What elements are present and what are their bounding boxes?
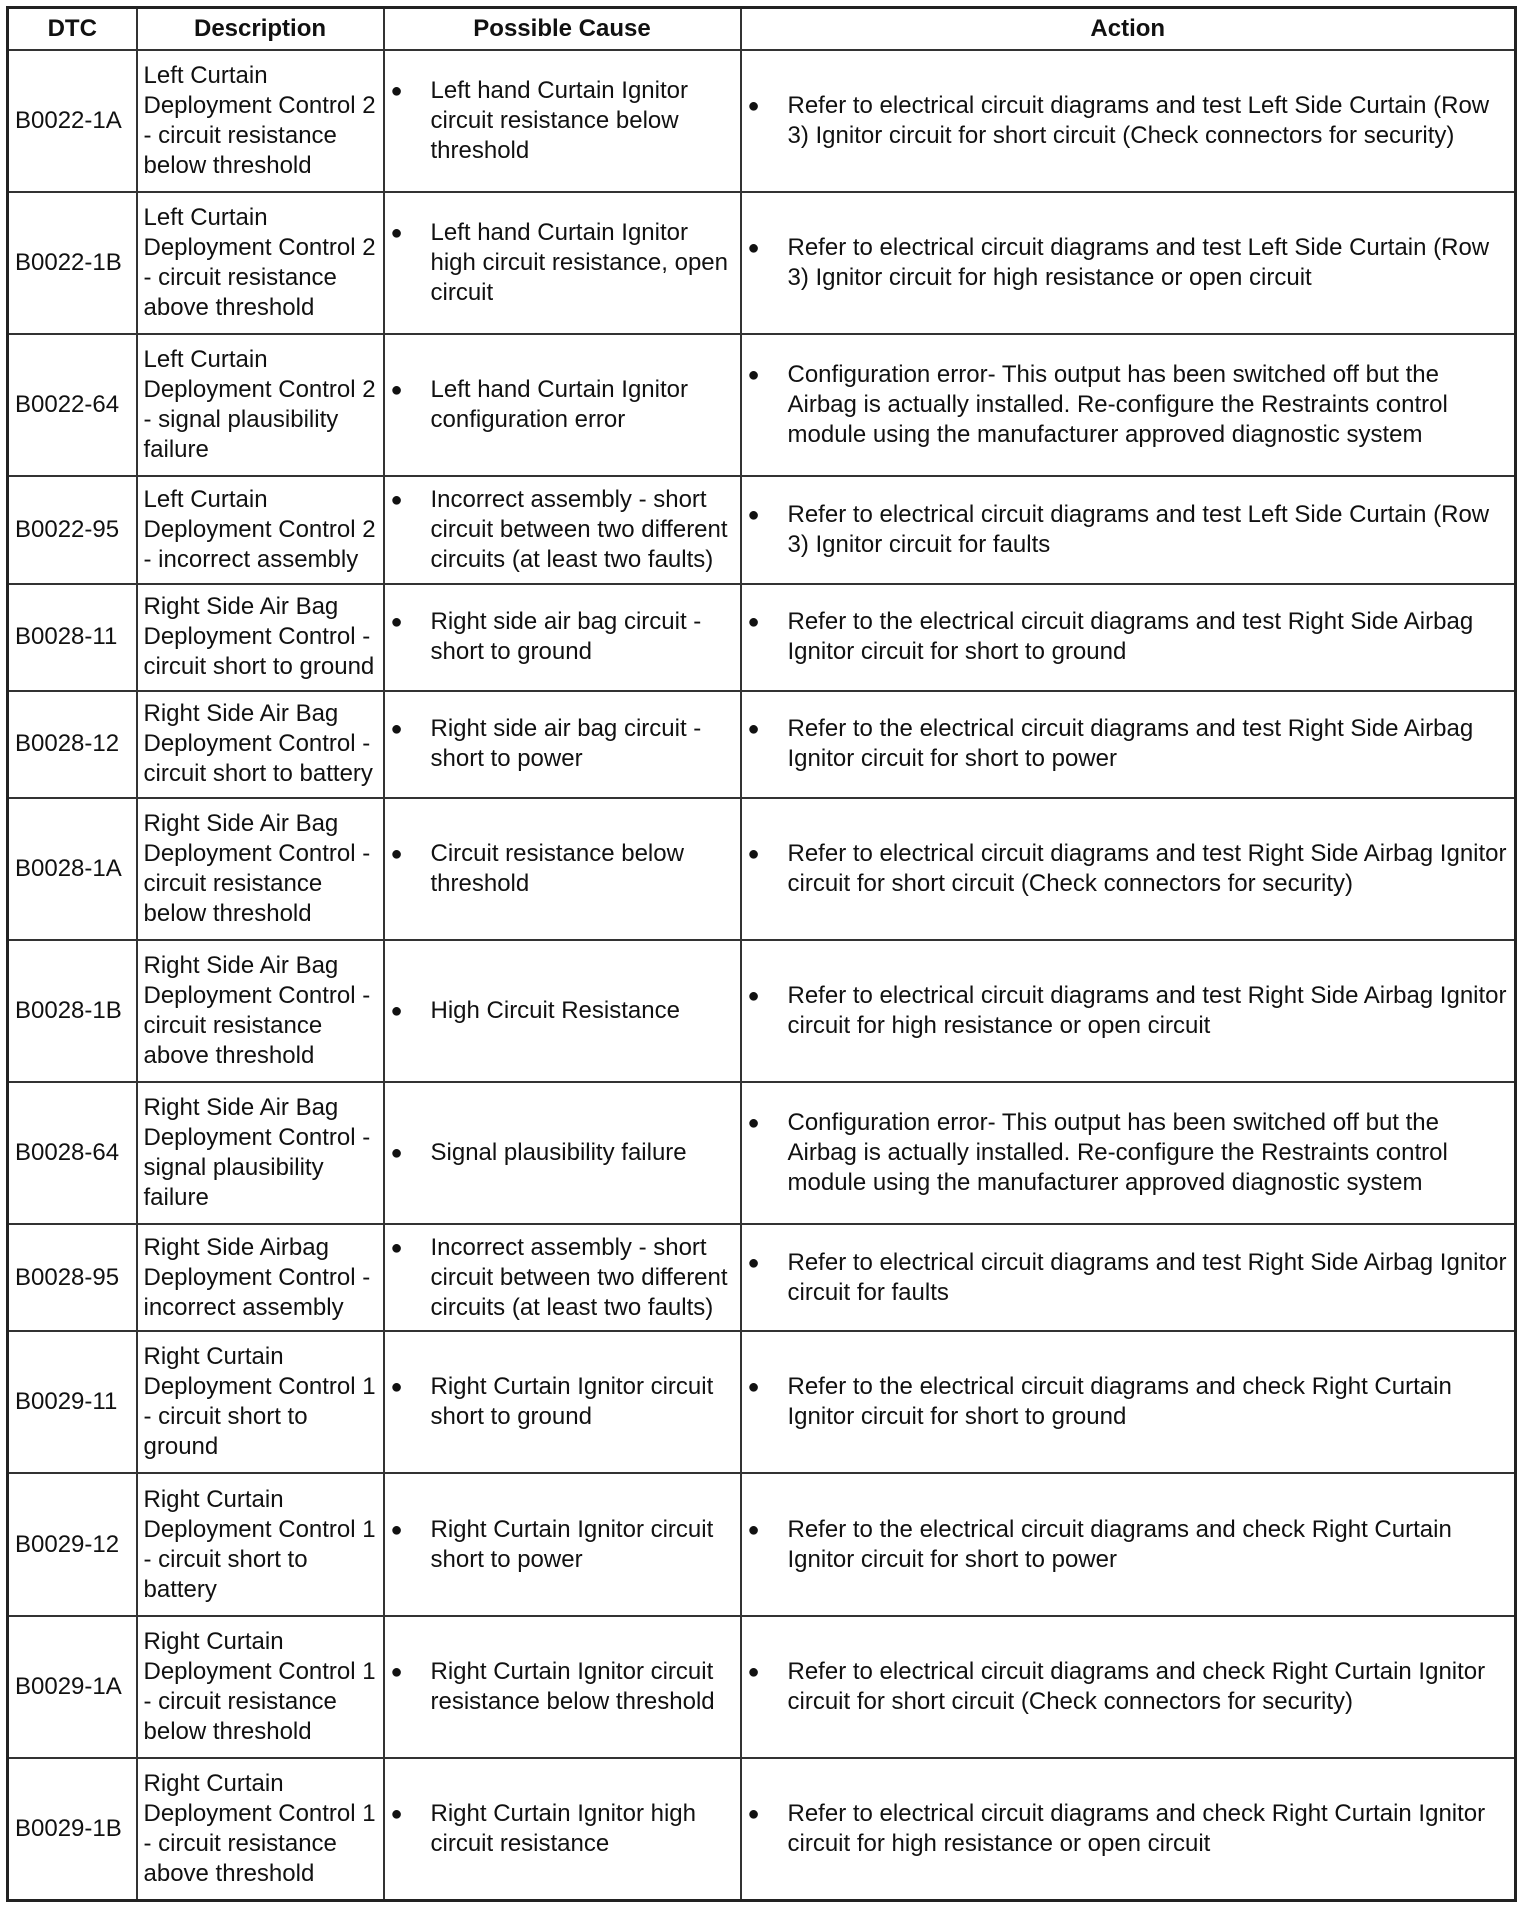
description-cell: Right Side Air Bag Deployment Control - circuit short to ground bbox=[137, 584, 384, 691]
possible-cause-text: Right Curtain Ignitor high circuit resistance bbox=[430, 1799, 696, 1857]
table-row bbox=[8, 1331, 1516, 1473]
action-cell bbox=[741, 476, 1516, 583]
action-text: Refer to the electrical circuit diagrams and check Right Curtain Ignitor circuit for short to power bbox=[787, 1515, 1452, 1573]
action-cell bbox=[741, 192, 1516, 334]
description-cell: Right Curtain Deployment Control 1 - circuit resistance above threshold bbox=[137, 1758, 384, 1901]
table-row bbox=[8, 1473, 1516, 1615]
action-cell bbox=[741, 1758, 1516, 1901]
action-cell bbox=[741, 940, 1516, 1082]
action-text: Refer to the electrical circuit diagrams and test Right Side Airbag Ignitor circuit for short to power bbox=[787, 715, 1474, 773]
action-text: Refer to electrical circuit diagrams and test Right Side Airbag Ignitor circuit for faults bbox=[787, 1248, 1507, 1306]
bullet-icon: ● bbox=[747, 1518, 760, 1541]
table-row bbox=[8, 691, 1516, 798]
bullet-icon: ● bbox=[390, 611, 403, 634]
possible-cause-cell bbox=[384, 476, 741, 583]
bullet-icon: ● bbox=[390, 1802, 403, 1825]
action-text: Configuration error- This output has been switched off but the Airbag is actually installed. Re-configure the Restraints control module using the manufacturer approved diagnostic system bbox=[787, 1109, 1448, 1197]
possible-cause-text: Right Curtain Ignitor circuit short to power bbox=[430, 1515, 714, 1573]
description-cell: Right Curtain Deployment Control 1 - circuit short to battery bbox=[137, 1473, 384, 1615]
bullet-icon: ● bbox=[390, 1142, 403, 1165]
dtc-code: B0029-1B bbox=[8, 1758, 137, 1901]
bullet-icon: ● bbox=[390, 1376, 403, 1399]
bullet-icon: ● bbox=[390, 379, 403, 402]
description-cell: Right Side Air Bag Deployment Control - circuit resistance below threshold bbox=[137, 798, 384, 940]
possible-cause-text: Right Curtain Ignitor circuit resistance below threshold bbox=[430, 1657, 715, 1715]
dtc-code: B0029-1A bbox=[8, 1616, 137, 1758]
action-text: Refer to electrical circuit diagrams and test Right Side Airbag Ignitor circuit for high resistance or open circuit bbox=[787, 982, 1507, 1039]
possible-cause-cell bbox=[384, 1331, 741, 1473]
header-row bbox=[8, 8, 1516, 51]
table-row bbox=[8, 1616, 1516, 1758]
action-cell bbox=[741, 691, 1516, 798]
bullet-icon: ● bbox=[390, 1660, 403, 1683]
dtc-code: B0028-11 bbox=[8, 584, 137, 691]
action-text: Refer to the electrical circuit diagrams and check Right Curtain Ignitor circuit for short to ground bbox=[787, 1373, 1452, 1431]
table-body bbox=[8, 50, 1516, 1901]
bullet-icon: ● bbox=[747, 718, 760, 741]
possible-cause-text: Left hand Curtain Ignitor circuit resistance below threshold bbox=[430, 77, 688, 165]
bullet-icon: ● bbox=[390, 1236, 403, 1259]
dtc-code: B0022-1B bbox=[8, 192, 137, 334]
dtc-table bbox=[6, 6, 1517, 1902]
action-cell bbox=[741, 1473, 1516, 1615]
possible-cause-cell bbox=[384, 50, 741, 192]
description-cell: Left Curtain Deployment Control 2 - circuit resistance below threshold bbox=[137, 50, 384, 192]
possible-cause-text: Right side air bag circuit - short to ground bbox=[430, 608, 702, 666]
possible-cause-text: Right side air bag circuit - short to power bbox=[430, 715, 702, 773]
bullet-icon: ● bbox=[747, 95, 760, 118]
description-cell: Right Side Air Bag Deployment Control - circuit resistance above threshold bbox=[137, 940, 384, 1082]
header-action: Action bbox=[741, 8, 1516, 51]
description-cell: Right Side Air Bag Deployment Control - circuit short to battery bbox=[137, 691, 384, 798]
dtc-code: B0029-11 bbox=[8, 1331, 137, 1473]
bullet-icon: ● bbox=[390, 488, 403, 511]
possible-cause-text: Left hand Curtain Ignitor configuration error bbox=[430, 376, 688, 434]
action-text: Refer to electrical circuit diagrams and test Right Side Airbag Ignitor circuit for short circuit (Check connectors for security) bbox=[787, 839, 1507, 897]
bullet-icon: ● bbox=[390, 842, 403, 865]
possible-cause-text: Left hand Curtain Ignitor high circuit resistance, open circuit bbox=[430, 219, 728, 307]
action-text: Refer to the electrical circuit diagrams and test Right Side Airbag Ignitor circuit for short to ground bbox=[787, 608, 1474, 666]
bullet-icon: ● bbox=[747, 237, 760, 260]
bullet-icon: ● bbox=[390, 1518, 403, 1541]
possible-cause-cell bbox=[384, 1616, 741, 1758]
table-row bbox=[8, 192, 1516, 334]
possible-cause-cell bbox=[384, 798, 741, 940]
header-description: Description bbox=[137, 8, 384, 51]
action-cell bbox=[741, 334, 1516, 476]
action-cell bbox=[741, 584, 1516, 691]
dtc-code: B0022-95 bbox=[8, 476, 137, 583]
bullet-icon: ● bbox=[390, 222, 403, 245]
description-cell: Right Side Air Bag Deployment Control - signal plausibility failure bbox=[137, 1082, 384, 1224]
bullet-icon: ● bbox=[747, 842, 760, 865]
table-row bbox=[8, 334, 1516, 476]
table-row bbox=[8, 940, 1516, 1082]
action-text: Refer to electrical circuit diagrams and test Left Side Curtain (Row 3) Ignitor circuit for faults bbox=[787, 500, 1490, 558]
dtc-code: B0022-1A bbox=[8, 50, 137, 192]
possible-cause-cell bbox=[384, 584, 741, 691]
bullet-icon: ● bbox=[747, 1802, 760, 1825]
header-possible-cause: Possible Cause bbox=[384, 8, 741, 51]
description-cell: Right Curtain Deployment Control 1 - circuit resistance below threshold bbox=[137, 1616, 384, 1758]
action-cell bbox=[741, 1331, 1516, 1473]
table-row bbox=[8, 1082, 1516, 1224]
dtc-code: B0022-64 bbox=[8, 334, 137, 476]
bullet-icon: ● bbox=[747, 1376, 760, 1399]
description-cell: Right Side Airbag Deployment Control - incorrect assembly bbox=[137, 1224, 384, 1331]
bullet-icon: ● bbox=[747, 611, 760, 634]
description-cell: Left Curtain Deployment Control 2 - signal plausibility failure bbox=[137, 334, 384, 476]
table-row bbox=[8, 50, 1516, 192]
dtc-code: B0028-95 bbox=[8, 1224, 137, 1331]
possible-cause-text: Right Curtain Ignitor circuit short to ground bbox=[430, 1373, 714, 1431]
description-cell: Right Curtain Deployment Control 1 - circuit short to ground bbox=[137, 1331, 384, 1473]
description-cell: Left Curtain Deployment Control 2 - circuit resistance above threshold bbox=[137, 192, 384, 334]
action-text: Refer to electrical circuit diagrams and check Right Curtain Ignitor circuit for short circuit (Check connectors for security) bbox=[787, 1657, 1486, 1715]
action-cell bbox=[741, 798, 1516, 940]
action-cell bbox=[741, 1616, 1516, 1758]
possible-cause-cell bbox=[384, 192, 741, 334]
action-cell bbox=[741, 50, 1516, 192]
action-cell bbox=[741, 1224, 1516, 1331]
dtc-code: B0028-12 bbox=[8, 691, 137, 798]
bullet-icon: ● bbox=[390, 1000, 403, 1022]
dtc-code: B0028-1B bbox=[8, 940, 137, 1082]
action-text: Configuration error- This output has been switched off but the Airbag is actually installed. Re-configure the Restraints control module using the manufacturer approved diagnostic system bbox=[787, 361, 1448, 449]
possible-cause-cell bbox=[384, 334, 741, 476]
table-row bbox=[8, 1224, 1516, 1331]
possible-cause-text: Signal plausibility failure bbox=[430, 1139, 687, 1167]
bullet-icon: ● bbox=[747, 364, 760, 387]
bullet-icon: ● bbox=[747, 1112, 760, 1135]
possible-cause-cell bbox=[384, 1224, 741, 1331]
possible-cause-text: Circuit resistance below threshold bbox=[430, 839, 684, 897]
possible-cause-cell bbox=[384, 1082, 741, 1224]
dtc-code: B0028-64 bbox=[8, 1082, 137, 1224]
dtc-code: B0028-1A bbox=[8, 798, 137, 940]
bullet-icon: ● bbox=[747, 503, 760, 526]
description-cell: Left Curtain Deployment Control 2 - incorrect assembly bbox=[137, 476, 384, 583]
bullet-icon: ● bbox=[390, 80, 403, 103]
table-row bbox=[8, 798, 1516, 940]
action-text: Refer to electrical circuit diagrams and test Left Side Curtain (Row 3) Ignitor circuit for high resistance or open circuit bbox=[787, 234, 1490, 292]
possible-cause-cell bbox=[384, 1758, 741, 1901]
action-text: Refer to electrical circuit diagrams and test Left Side Curtain (Row 3) Ignitor circuit for short circuit (Check connectors for security) bbox=[787, 92, 1490, 150]
possible-cause-text: Incorrect assembly - short circuit between two different circuits (at least two faults) bbox=[430, 1233, 728, 1321]
dtc-code: B0029-12 bbox=[8, 1473, 137, 1615]
table-row bbox=[8, 476, 1516, 583]
possible-cause-text: Incorrect assembly - short circuit between two different circuits (at least two faults) bbox=[430, 485, 728, 573]
possible-cause-text: High Circuit Resistance bbox=[430, 997, 680, 1024]
table-row bbox=[8, 1758, 1516, 1901]
bullet-icon: ● bbox=[747, 1660, 760, 1683]
bullet-icon: ● bbox=[747, 985, 760, 1007]
bullet-icon: ● bbox=[390, 718, 403, 741]
header-dtc: DTC bbox=[8, 8, 137, 51]
bullet-icon: ● bbox=[747, 1251, 760, 1274]
possible-cause-cell bbox=[384, 940, 741, 1082]
table-row bbox=[8, 584, 1516, 691]
action-text: Refer to electrical circuit diagrams and check Right Curtain Ignitor circuit for high resistance or open circuit bbox=[787, 1799, 1486, 1857]
action-cell bbox=[741, 1082, 1516, 1224]
possible-cause-cell bbox=[384, 691, 741, 798]
possible-cause-cell bbox=[384, 1473, 741, 1615]
